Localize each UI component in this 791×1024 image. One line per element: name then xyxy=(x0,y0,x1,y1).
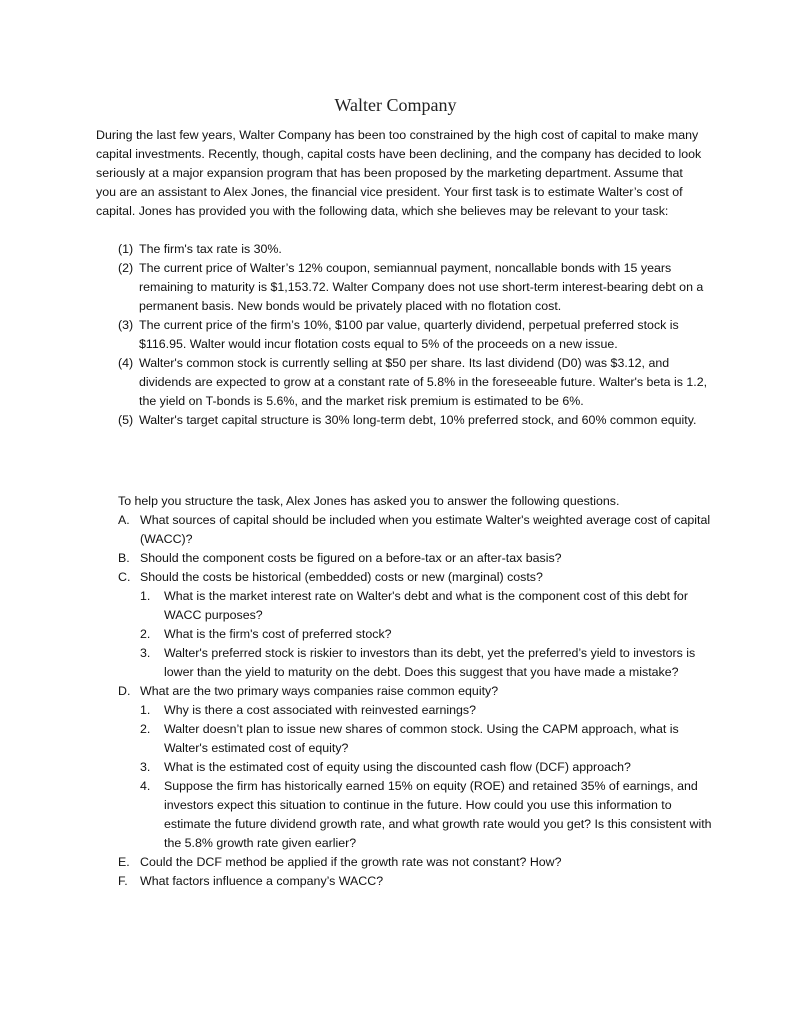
data-item-label: (4) xyxy=(118,356,134,370)
sub-question-text: Suppose the firm has historically earned 15% on equity (ROE) and retained 35% of earnings, and investors expect this situation to continue in the future. How could you use this information to estimate the future dividend growth rate, and what growth rate would you get? Is this consistent with the 5.8% growth rate given earlier? xyxy=(164,779,712,850)
question-text: Could the DCF method be applied if the growth rate was not constant? How? xyxy=(140,855,562,869)
sub-question-label: 1. xyxy=(140,703,151,717)
question-label: C. xyxy=(118,570,131,584)
data-item-label: (2) xyxy=(118,261,134,275)
question-item xyxy=(96,511,716,549)
sub-question-item xyxy=(140,758,716,777)
sub-question-text: What is the estimated cost of equity using the discounted cash flow (DCF) approach? xyxy=(164,760,631,774)
sub-question-label: 1. xyxy=(140,589,151,603)
question-item xyxy=(96,682,716,853)
sub-question-label: 3. xyxy=(140,760,151,774)
sub-question-item xyxy=(140,720,716,758)
sub-question-label: 2. xyxy=(140,722,151,736)
sub-question-item xyxy=(140,644,716,682)
question-item xyxy=(96,568,716,682)
data-item-text: Walter's common stock is currently selling at $50 per share. Its last dividend (D0) was $3.12, and dividends are expected to grow at a constant rate of 5.8% in the foreseeable future. Walter's beta is 1.2, the yield on T-bonds is 5.6%, and the market risk premium is estimated to be 6%. xyxy=(139,356,708,408)
sub-question-label: 3. xyxy=(140,646,151,660)
question-label: A. xyxy=(118,513,130,527)
data-item xyxy=(96,411,716,430)
data-item xyxy=(96,240,716,259)
sub-question-text: Walter doesn’t plan to issue new shares of common stock. Using the CAPM approach, what is Walter's estimated cost of equity? xyxy=(164,722,679,755)
question-text: What are the two primary ways companies raise common equity? xyxy=(140,684,499,698)
question-item xyxy=(96,853,716,872)
sub-question-text: Why is there a cost associated with reinvested earnings? xyxy=(164,703,476,717)
sub-question-text: What is the market interest rate on Walter's debt and what is the component cost of this debt for WACC purposes? xyxy=(164,589,688,622)
question-label: D. xyxy=(118,684,131,698)
data-item-text: The current price of the firm’s 10%, $100 par value, quarterly dividend, perpetual preferred stock is $116.95. Walter would incur flotation costs equal to 5% of the proceeds on a new issue. xyxy=(139,318,679,351)
sub-question-text: Walter's preferred stock is riskier to investors than its debt, yet the preferred’s yield to investors is lower than the yield to maturity on the debt. Does this suggest that you have made a mistake? xyxy=(164,646,696,679)
sub-question-label: 2. xyxy=(140,627,151,641)
question-text: Should the component costs be figured on a before-tax or an after-tax basis? xyxy=(140,551,562,565)
sub-question-item xyxy=(140,625,716,644)
question-label: F. xyxy=(118,874,128,888)
question-item xyxy=(96,549,716,568)
sub-question-list xyxy=(140,701,716,853)
question-text: Should the costs be historical (embedded) costs or new (marginal) costs? xyxy=(140,570,543,584)
data-list xyxy=(96,240,716,430)
sub-question-item xyxy=(140,587,716,625)
data-item-text: The current price of Walter’s 12% coupon, semiannual payment, noncallable bonds with 15 years remaining to maturity is $1,153.72. Walter Company does not use short-term interest-bearing debt on a permanent basis. New bonds would be privately placed with no flotation cost. xyxy=(139,261,704,313)
data-item xyxy=(96,316,716,354)
data-item-text: Walter's target capital structure is 30% long-term debt, 10% preferred stock, and 60% common equity. xyxy=(139,413,697,427)
document-title: Walter Company xyxy=(334,95,457,115)
question-list xyxy=(96,511,716,891)
sub-question-item xyxy=(140,701,716,720)
questions-intro: To help you structure the task, Alex Jones has asked you to answer the following questions. xyxy=(118,494,620,508)
sub-question-text: What is the firm's cost of preferred stock? xyxy=(164,627,392,641)
data-item-label: (5) xyxy=(118,413,134,427)
question-label: E. xyxy=(118,855,130,869)
sub-question-label: 4. xyxy=(140,779,151,793)
data-item-text: The firm's tax rate is 30%. xyxy=(139,242,282,256)
question-text: What factors influence a company’s WACC? xyxy=(140,874,384,888)
question-item xyxy=(96,872,716,891)
data-item-label: (3) xyxy=(118,318,134,332)
data-item xyxy=(96,354,716,411)
sub-question-item xyxy=(140,777,716,853)
question-label: B. xyxy=(118,551,130,565)
question-text: What sources of capital should be included when you estimate Walter's weighted average cost of capital (WACC)? xyxy=(140,513,711,546)
data-item-label: (1) xyxy=(118,242,134,256)
sub-question-list xyxy=(140,587,716,682)
intro-paragraph: During the last few years, Walter Company has been too constrained by the high cost of capital to make many capital investments. Recently, though, capital costs have been declining, and the company has decided to look seriously at a major expansion program that has been proposed by the marketing department. Assume that you are an assistant to Alex Jones, the financial vice president. Your first task is to estimate Walter’s cost of capital. Jones has provided you with the following data, which she believes may be relevant to your task: xyxy=(96,128,702,218)
data-item xyxy=(96,259,716,316)
